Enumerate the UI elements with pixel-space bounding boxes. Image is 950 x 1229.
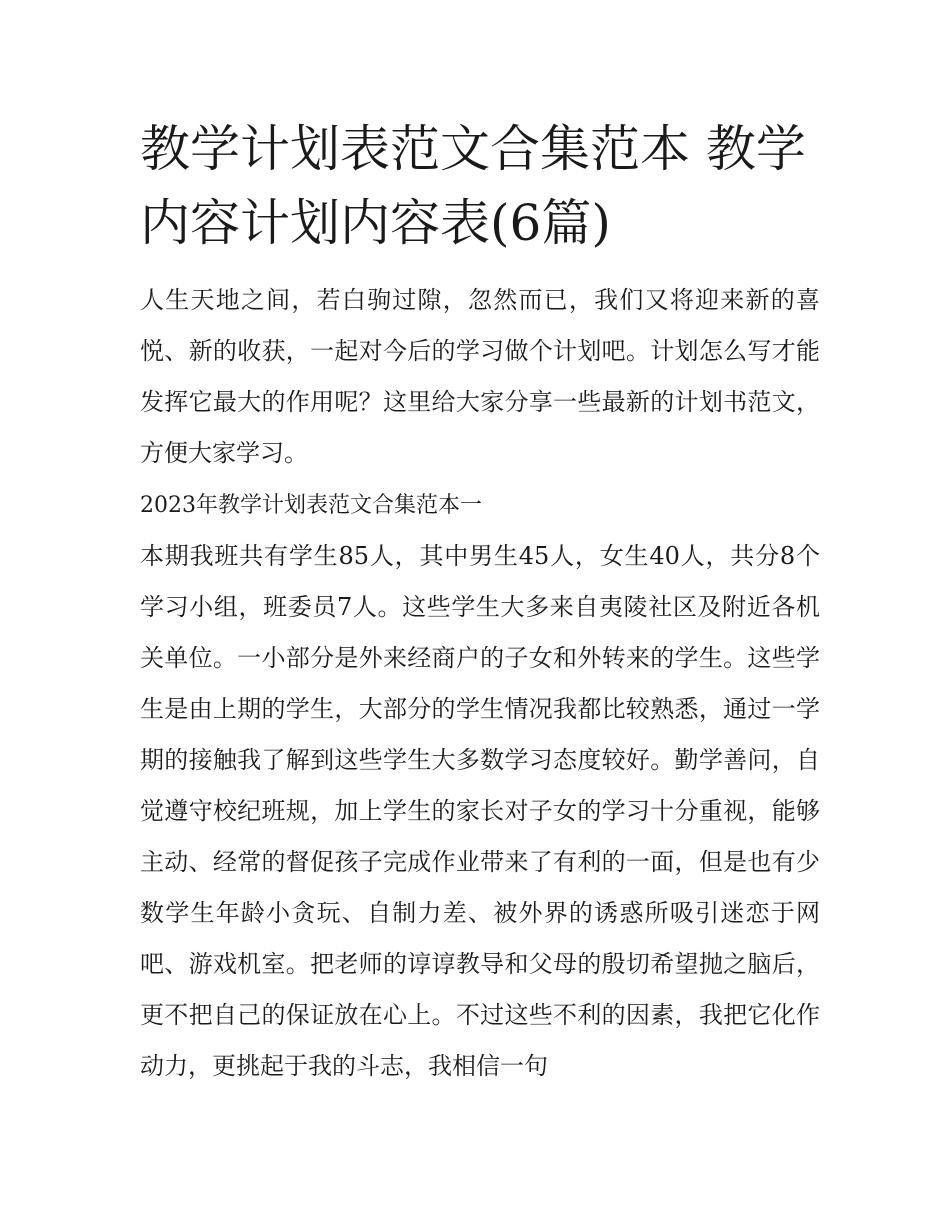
document-title: 教学计划表范文合集范本 教学内容计划内容表(6篇) xyxy=(140,120,806,252)
intro-paragraph: 人生天地之间，若白驹过隙，忽然而已，我们又将迎来新的喜悦、新的收获，一起对今后的学习做个计划吧。计划怎么写才能发挥它最大的作用呢？这里给大家分享一些最新的计划书范文，方便大家学习。 xyxy=(140,286,820,467)
section-body-paragraph: 本期我班共有学生85人，其中男生45人，女生40人，共分8个学习小组，班委员7人。这些学生大多来自夷陵社区及附近各机关单位。一小部分是外来经商户的子女和外转来的学生。这些学生是由上期的学生，大部分的学生情况我都比较熟悉，通过一学期的接触我了解到这些学生大多数学习态度较好。勤学善问，自觉遵守校纪班规，加上学生的家长对子女的学习十分重视，能够主动、经常的督促孩子完成作业带来了有利的一面，但是也有少数学生年龄小贪玩、自制力差、被外界的诱惑所吸引迷恋于网吧、游戏机室。把老师的谆谆教导和父母的殷切希望抛之脑后，更不把自己的保证放在心上。不过这些不利的因素，我把它化作动力，更挑起于我的斗志，我相信一句 xyxy=(140,542,820,1080)
section-heading: 2023年教学计划表范文合集范本一 xyxy=(140,493,482,518)
